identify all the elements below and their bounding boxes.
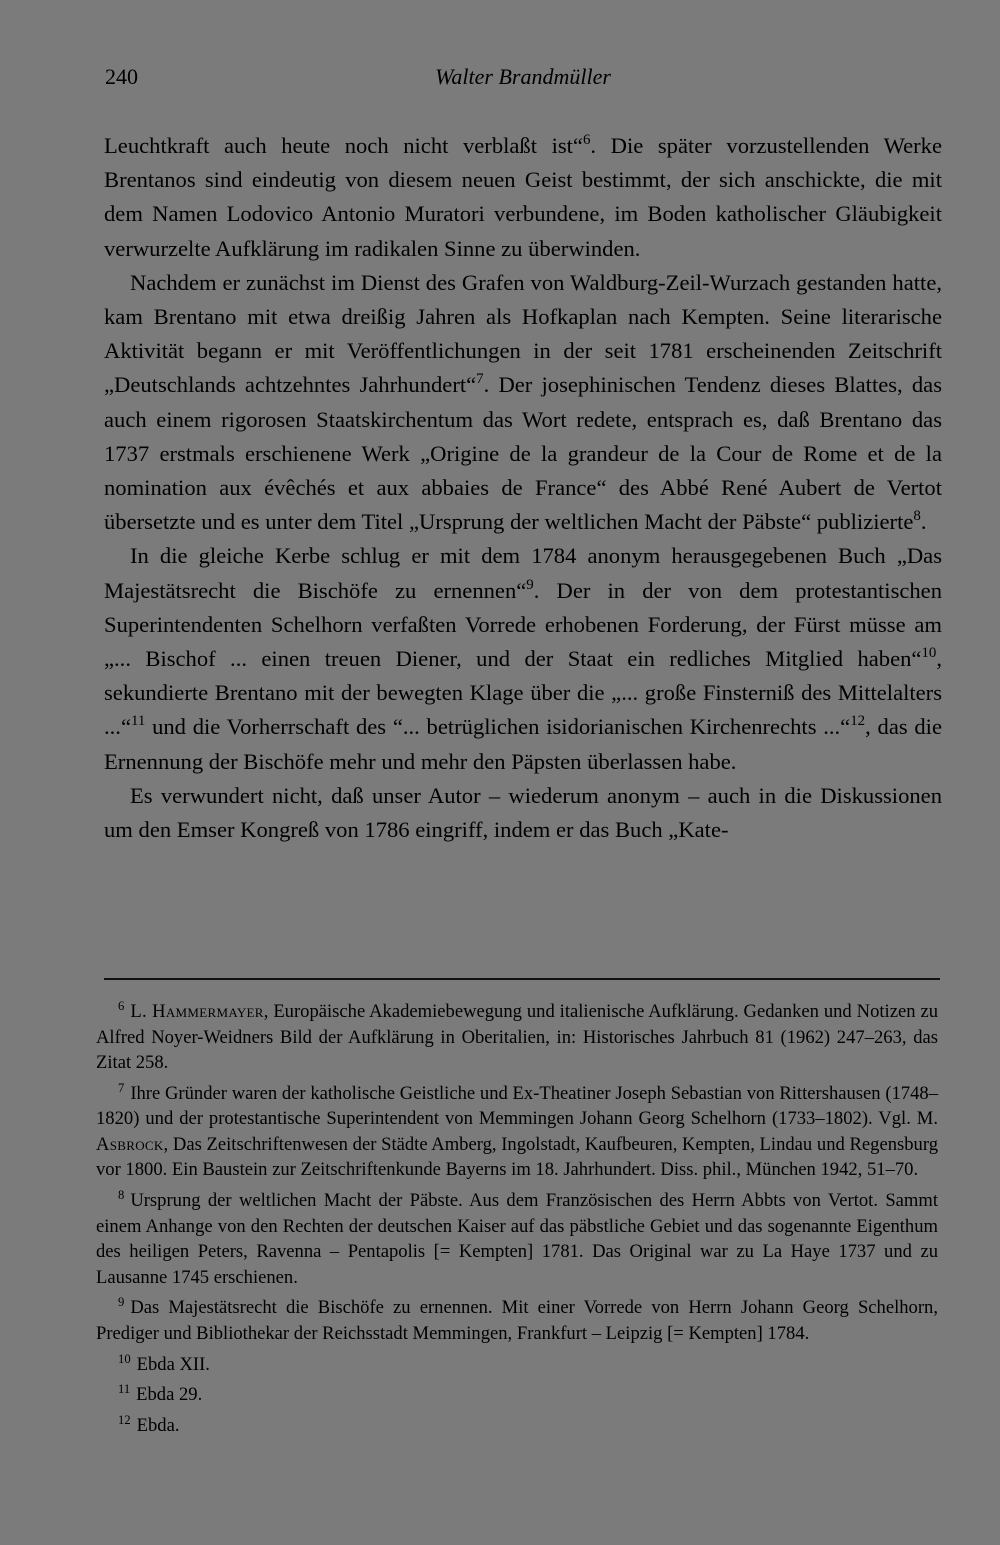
footnotes: [96, 994, 938, 1438]
footnote-12: [96, 1408, 938, 1439]
footnote-text: , Das Zeitschriftenwesen der Städte Amberg, Ingolstadt, Kaufbeuren, Kempten, Lindau und Regensburg vor 1800. Ein Baustein zur Zeitschriftenkunde Bayerns im 18. Jahrhundert. Diss. phil., München 1942, 51–70.: [96, 1133, 938, 1181]
footnote-text: Ebda 29.: [136, 1384, 203, 1406]
footnote-number: 12: [118, 1412, 131, 1427]
footnote-ref-6: 6: [582, 132, 591, 149]
footnote-number: 11: [118, 1382, 131, 1397]
footnote-number: 8: [118, 1188, 125, 1203]
main-text: [104, 129, 942, 847]
author-name: Asbrock: [96, 1133, 164, 1155]
paragraph-3: [104, 539, 942, 778]
footnote-11: [96, 1377, 938, 1408]
footnote-number: 9: [118, 1295, 125, 1310]
author-name: L. Hammermayer: [130, 1000, 264, 1022]
footnote-ref-8: 8: [913, 508, 921, 525]
footnote-10: [96, 1347, 938, 1378]
footnote-ref-12: 12: [850, 713, 866, 730]
footnote-text: Ebda.: [136, 1414, 180, 1436]
footnote-text: Ihre Gründer waren der katholische Geistliche und Ex-Theatiner Joseph Sebastian von Rittershausen (1748–1820) und der protestantische Superintendent von Memmingen Johann Georg Schelhorn (1733–1802). Vgl. M.: [96, 1082, 938, 1130]
text-segment: . Die später vorzustellenden Werke Brentanos sind eindeutig von diesem neuen Geist bestimmt, der sich anschickte, die mit dem Namen Lodovico Antonio Muratori verbundene, im Boden katholischer Gläubigkeit verwurzelte Aufklärung im radikalen Sinne zu überwinden.: [104, 133, 943, 261]
text-segment: . Der in der von dem protestantischen Superintendenten Schelhorn verfaßten Vorrede erhobenen Forderung, der Fürst müsse am „... Bischof ... einen treuen Diener, und der Staat ein redliches Mitglied haben“: [104, 577, 943, 672]
footnote-7: [96, 1076, 938, 1183]
footnote-6: [96, 994, 938, 1076]
footnote-ref-10: 10: [921, 645, 937, 662]
footnote-number: 6: [118, 999, 125, 1013]
footnote-number: 10: [118, 1351, 131, 1366]
footnote-text: Das Majestätsrecht die Bischöfe zu ernennen. Mit einer Vorrede von Herrn Johann Georg Schelhorn, Prediger und Bibliothekar der Reichsstadt Memmingen, Frankfurt – Leipzig [= Kempten] 1784.: [96, 1297, 938, 1344]
text-segment: , das die Ernennung der Bischöfe mehr und mehr den Päpsten überlassen habe.: [104, 714, 942, 774]
footnote-ref-11: 11: [130, 713, 146, 730]
footnote-8: [96, 1183, 938, 1290]
paragraph-1: [104, 129, 942, 266]
text-segment: . Der josephinischen Tendenz dieses Blattes, das auch einem rigorosen Staatskirchentum das Wort redete, entsprach es, daß Brentano das 1737 erstmals erschienene Werk „Origine de la grandeur de la Cour de Rome et de la nomination aux évêchés et aux abbaies de France“ des Abbé René Aubert de Vertot übersetzte und es unter dem Titel „Ursprung der weltlichen Macht der Päbste“ publizierte: [104, 372, 942, 535]
text-segment: Es verwundert nicht, daß unser Autor – wiederum anonym – auch in die Diskussionen um den Emser Kongreß von 1786 eingriff, indem er das Buch „Kate-: [104, 782, 942, 843]
page-number: 240: [105, 64, 138, 89]
text-segment: Nachdem er zunächst im Dienst des Grafen von Waldburg-Zeil-Wurzach gestanden hatte, kam Brentano mit etwa dreißig Jahren als Hofkaplan nach Kempten. Seine literarische Aktivität begann er mit Veröffentlichungen in der seit 1781 erscheinenden Zeitschrift „Deutschlands achtzehntes Jahrhundert“: [104, 269, 942, 398]
footnote-divider: [104, 978, 940, 980]
footnote-text: Ursprung der weltlichen Macht der Päbste. Aus dem Französischen des Herrn Abbts von Vertot. Sammt einem Anhange von den Rechten der deutschen Kaiser auf das päbstliche Gebiet und das sogenannte Eigenthum des heiligen Peters, Ravenna – Pentapolis [= Kempten] 1781. Das Original war zu La Haye 1737 und zu Lausanne 1745 erschienen.: [96, 1190, 938, 1288]
footnote-ref-7: 7: [476, 371, 484, 388]
footnote-ref-9: 9: [526, 576, 534, 593]
text-segment: In die gleiche Kerbe schlug er mit dem 1784 anonym herausgegebenen Buch „Das Majestätsrecht die Bischöfe zu ernennen“: [104, 543, 942, 603]
text-segment: , sekundierte Brentano mit der bewegten Klage über die „... große Finsterniß des Mittelalters ...“: [104, 646, 942, 740]
running-title: Walter Brandmüller: [435, 64, 611, 89]
footnote-text: , Europäische Akademiebewegung und italienische Aufklärung. Gedanken und Notizen zu Alfred Noyer-Weidners Bild der Aufklärung in Oberitalien, in: Historisches Jahrbuch 81 (1962) 247–263, das Zitat 258.: [96, 1000, 938, 1074]
page-header: [105, 64, 941, 94]
footnote-9: [96, 1290, 938, 1346]
paragraph-2: [104, 266, 942, 540]
text-segment: Leuchtkraft auch heute noch nicht verblaßt ist“: [104, 133, 583, 158]
footnote-number: 7: [118, 1080, 125, 1095]
footnote-text: Ebda XII.: [136, 1353, 210, 1375]
text-segment: .: [920, 509, 927, 535]
paragraph-4: [104, 779, 942, 847]
text-segment: und die Vorherrschaft des “... betrüglichen isidorianischen Kirchenrechts ...“: [145, 714, 851, 740]
